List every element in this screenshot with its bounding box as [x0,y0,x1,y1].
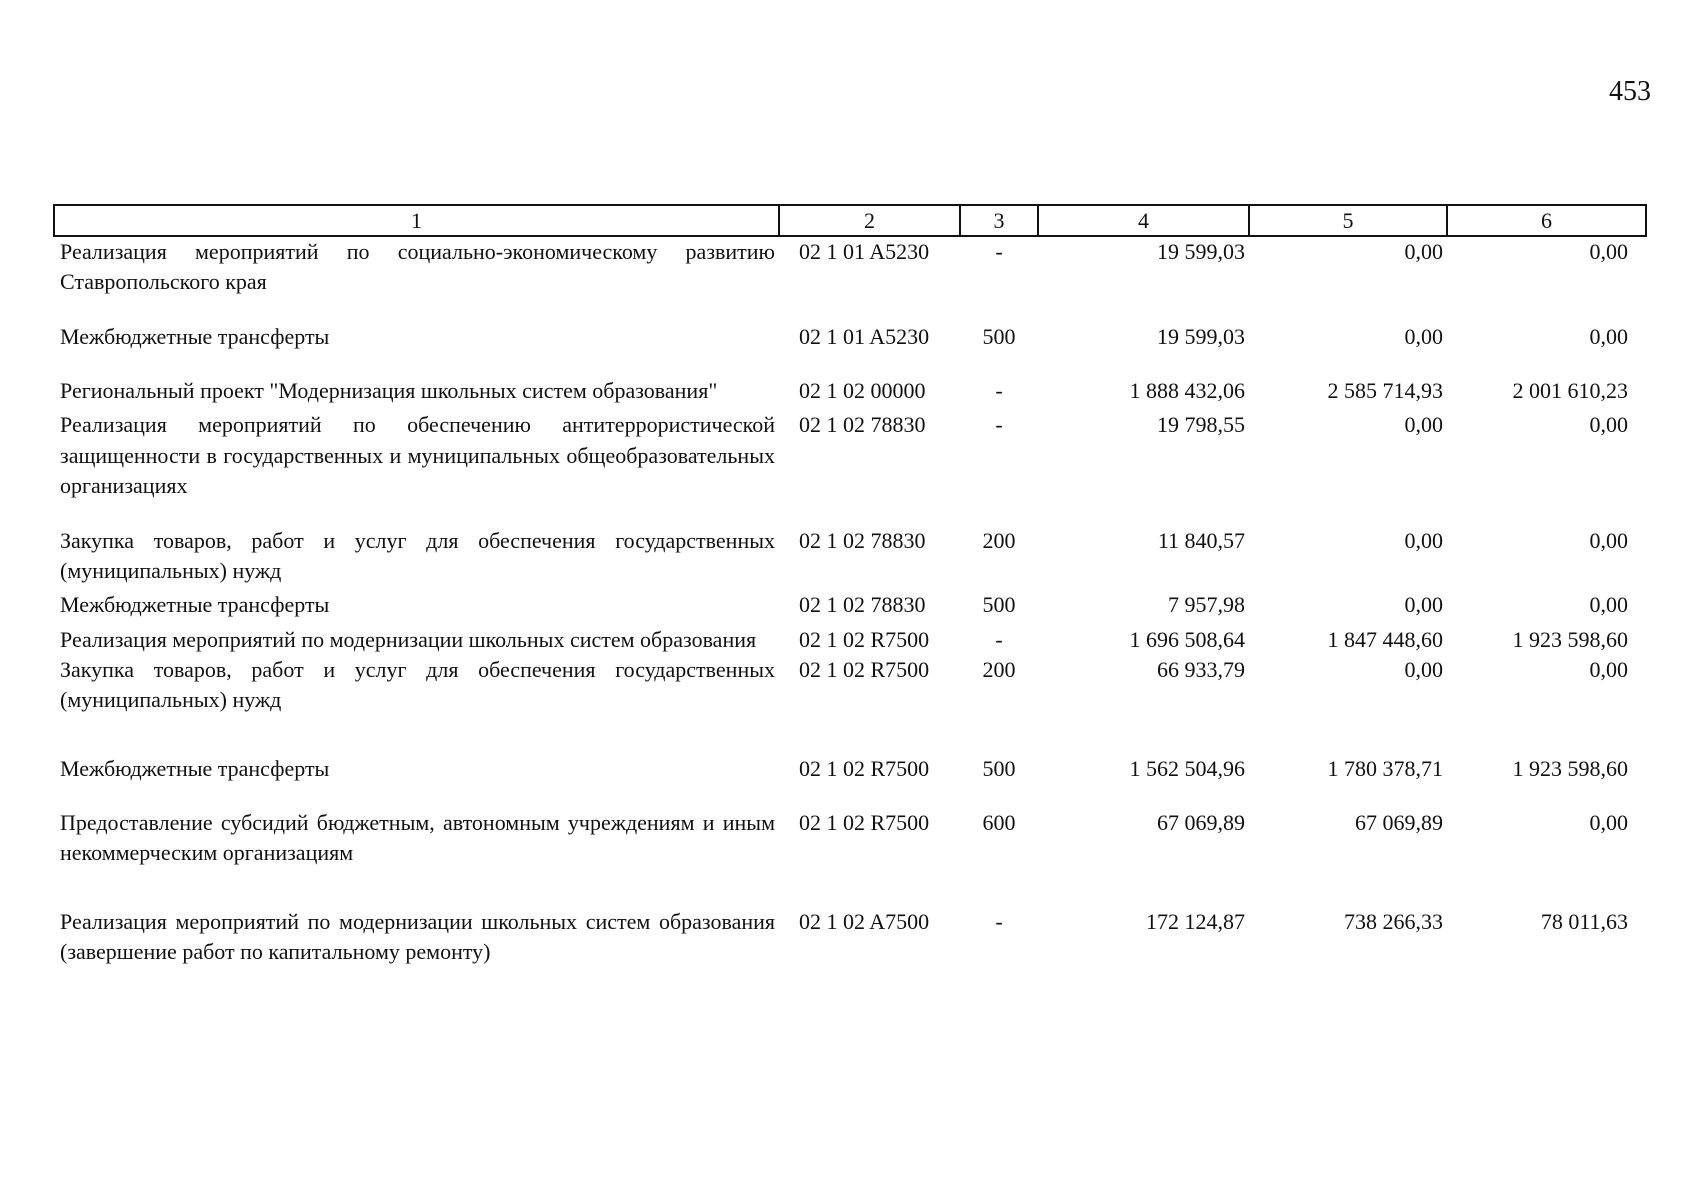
amount-col-6: 0,00 [1589,810,1628,836]
target-article-code: 02 1 01 A5230 [799,323,930,349]
expense-type-code: 500 [982,323,1016,349]
expense-type-code: 500 [982,755,1016,781]
page-number: 453 [1609,76,1651,107]
header-row [54,205,1646,236]
amount-col-5: 0,00 [1404,239,1443,264]
target-article-code: 02 1 02 R7500 [799,626,930,652]
table-row [54,590,1646,624]
amount-col-6: 0,00 [1589,592,1628,618]
target-article-code: 02 1 02 78830 [799,412,926,438]
amount-col-5: 0,00 [1404,656,1443,682]
expense-type-code: - [995,908,1003,934]
amount-col-6: 78 011,63 [1540,908,1628,934]
expense-type-code: 600 [982,810,1016,836]
expense-type-code: - [995,626,1003,652]
expense-type-code: - [995,378,1003,404]
column-header-5: 5 [1249,205,1447,236]
amount-col-4: 1 562 504,96 [1129,755,1245,781]
amount-col-4: 172 124,87 [1146,908,1245,934]
column-header-4: 4 [1038,205,1249,236]
item-name: Реализация мероприятий по обеспечению антитеррористической защищенности в государственных и муниципальных общеобразовательных организациях [60,412,775,499]
table-row [54,236,1646,322]
amount-col-5: 2 585 714,93 [1327,378,1443,404]
amount-col-6: 1 923 598,60 [1512,755,1628,781]
table-row [54,526,1646,591]
target-article-code: 02 1 02 78830 [799,527,926,553]
amount-col-4: 19 599,03 [1157,239,1245,264]
table-row [54,808,1646,907]
amount-col-4: 1 696 508,64 [1129,626,1245,652]
target-article-code: 02 1 02 R7500 [799,810,930,836]
target-article-code: 02 1 02 R7500 [799,755,930,781]
item-name: Реализация мероприятий по модернизации школьных систем образования [60,626,757,652]
item-name: Межбюджетные трансферты [60,592,330,618]
amount-col-4: 19 798,55 [1157,412,1245,438]
amount-col-5: 1 847 448,60 [1327,626,1443,652]
item-name: Реализация мероприятий по модернизации школьных систем образования (завершение работ по капитальному ремонту) [60,908,775,965]
column-header-3: 3 [960,205,1038,236]
amount-col-4: 7 957,98 [1168,592,1245,618]
amount-col-6: 1 923 598,60 [1512,626,1628,652]
budget-table [53,204,1647,967]
column-header-2: 2 [779,205,960,236]
amount-col-4: 11 840,57 [1157,527,1245,553]
table-row [54,655,1646,754]
item-name: Межбюджетные трансферты [60,323,330,349]
expense-type-code: 200 [982,656,1016,682]
target-article-code: 02 1 02 A7500 [799,908,930,934]
expense-type-code: - [995,412,1003,438]
table-row [54,322,1646,376]
amount-col-4: 66 933,79 [1157,656,1245,682]
amount-col-6: 0,00 [1589,656,1628,682]
item-name: Закупка товаров, работ и услуг для обеспечения государственных (муниципальных) нужд [60,527,775,583]
expense-type-code: 500 [982,592,1016,618]
amount-col-4: 67 069,89 [1157,810,1245,836]
column-header-1: 1 [54,205,779,236]
target-article-code: 02 1 02 R7500 [799,656,930,682]
amount-col-6: 0,00 [1589,527,1628,553]
target-article-code: 02 1 02 00000 [799,378,926,404]
amount-col-5: 0,00 [1404,592,1443,618]
column-header-6: 6 [1447,205,1646,236]
item-name: Региональный проект "Модернизация школьных систем образования" [60,378,718,404]
item-name: Реализация мероприятий по социально-экономическому развитию Ставропольского края [60,239,775,295]
amount-col-5: 738 266,33 [1344,908,1443,934]
table-row [54,754,1646,808]
amount-col-5: 0,00 [1404,412,1443,438]
amount-col-4: 1 888 432,06 [1129,378,1245,404]
expense-type-code: 200 [982,527,1016,553]
amount-col-4: 19 599,03 [1157,323,1245,349]
item-name: Межбюджетные трансферты [60,755,330,781]
amount-col-6: 0,00 [1589,412,1628,438]
item-name: Предоставление субсидий бюджетным, автономным учреждениям и иным некоммерческим организациям [60,810,775,866]
table-row [54,376,1646,410]
amount-col-6: 0,00 [1589,323,1628,349]
item-name: Закупка товаров, работ и услуг для обеспечения государственных (муниципальных) нужд [60,656,775,713]
table-row [54,625,1646,655]
amount-col-6: 2 001 610,23 [1512,378,1628,404]
table-body [54,236,1646,967]
amount-col-5: 0,00 [1404,323,1443,349]
amount-col-5: 1 780 378,71 [1327,755,1443,781]
target-article-code: 02 1 02 78830 [799,592,926,618]
amount-col-5: 67 069,89 [1355,810,1443,836]
amount-col-5: 0,00 [1404,527,1443,553]
target-article-code: 02 1 01 A5230 [799,239,930,264]
table-header [54,205,1646,236]
table-row [54,907,1646,968]
table-row [54,410,1646,525]
amount-col-6: 0,00 [1589,239,1628,264]
expense-type-code: - [995,239,1003,264]
